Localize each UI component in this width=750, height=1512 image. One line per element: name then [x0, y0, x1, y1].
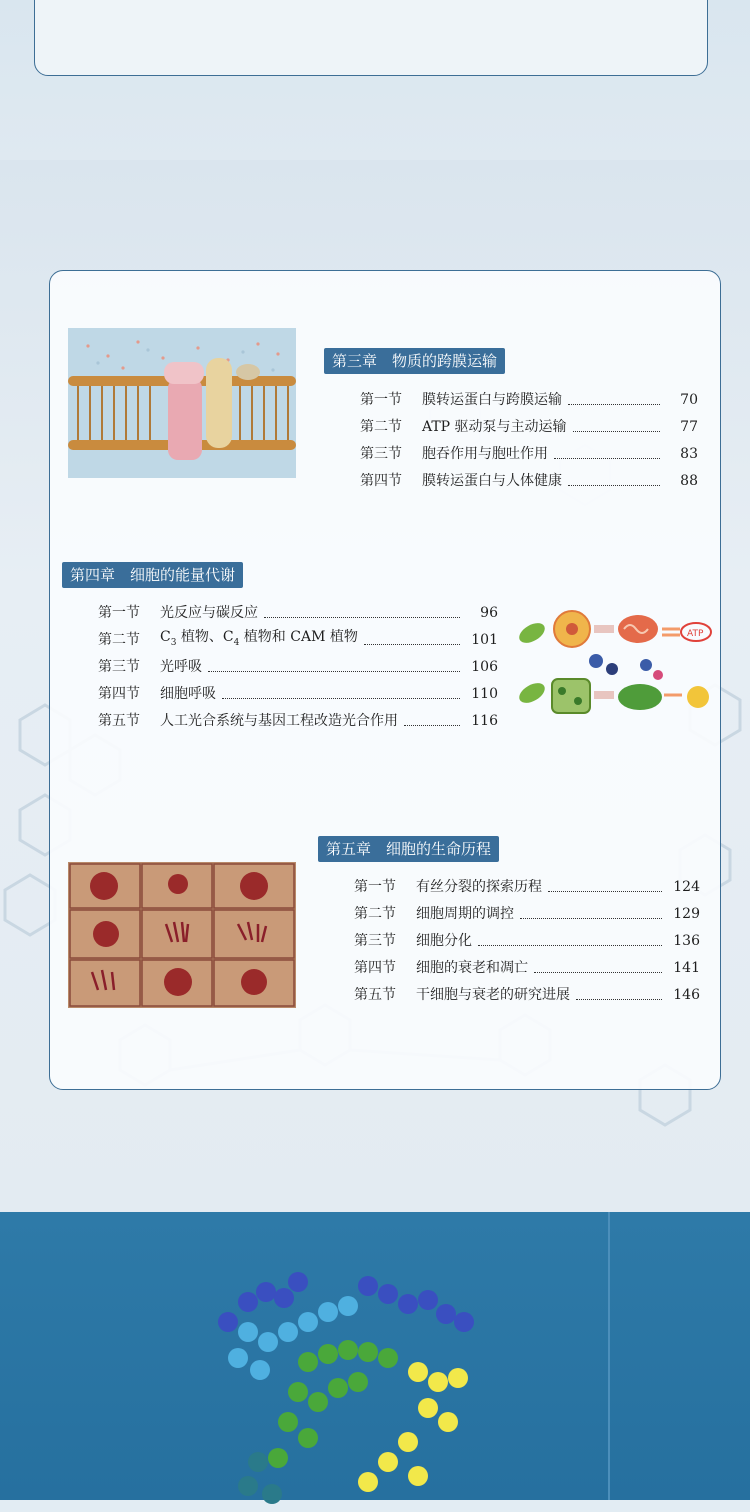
section-number: 第一节 [360, 392, 402, 408]
page-number: 129 [673, 906, 700, 922]
section-title: 细胞的衰老和凋亡 [416, 960, 528, 976]
page-number: 110 [471, 686, 498, 702]
toc-entry-5-3[interactable] [354, 928, 700, 954]
section-title: 光反应与碳反应 [160, 605, 258, 621]
section-title: ATP 驱动泵与主动运输 [422, 419, 567, 435]
leader-dots [520, 918, 662, 919]
section-title: 细胞周期的调控 [416, 906, 514, 922]
section-number: 第二节 [360, 419, 402, 435]
section-number: 第一节 [98, 605, 140, 621]
membrane-transport-illustration [68, 328, 296, 478]
leader-dots [534, 972, 662, 973]
section-number: 第五节 [98, 713, 140, 729]
section-number: 第三节 [98, 659, 140, 675]
mitosis-micrograph [68, 862, 296, 1008]
page-number: 116 [471, 713, 498, 729]
toc-entry-3-2[interactable] [360, 414, 698, 440]
section-number: 第二节 [354, 906, 396, 922]
section-title: 有丝分裂的探索历程 [416, 879, 542, 895]
toc-entry-5-4[interactable] [354, 955, 700, 981]
energy-metabolism-diagram [514, 605, 712, 723]
section-title: 膜转运蛋白与跨膜运输 [422, 392, 562, 408]
toc-entry-4-2[interactable] [98, 627, 498, 653]
section-title: 细胞分化 [416, 933, 472, 949]
toc-entry-4-3[interactable] [98, 654, 498, 680]
page-number: 77 [680, 419, 698, 435]
page-number: 101 [471, 632, 498, 648]
top-frame-box [34, 0, 708, 76]
leader-dots [573, 431, 660, 432]
section-title: 膜转运蛋白与人体健康 [422, 473, 562, 489]
section-title: 干细胞与衰老的研究进展 [416, 987, 570, 1003]
section-number: 第五节 [354, 987, 396, 1003]
toc-entry-3-3[interactable] [360, 441, 698, 467]
bottom-cover-band [0, 1212, 750, 1500]
section-number: 第一节 [354, 879, 396, 895]
page-number: 83 [680, 446, 698, 462]
page-number: 141 [673, 960, 700, 976]
section-number: 第四节 [354, 960, 396, 976]
page-number: 124 [673, 879, 700, 895]
toc-entry-3-1[interactable] [360, 387, 698, 413]
toc-entry-4-5[interactable] [98, 708, 498, 734]
leader-dots [568, 485, 660, 486]
section-number: 第三节 [360, 446, 402, 462]
atp-label: ATP [687, 629, 704, 639]
section-title: 人工光合系统与基因工程改造光合作用 [160, 713, 398, 729]
page-number: 136 [673, 933, 700, 949]
toc-entry-5-5[interactable] [354, 982, 700, 1008]
leader-dots [364, 644, 460, 645]
page-number: 146 [673, 987, 700, 1003]
section-number: 第三节 [354, 933, 396, 949]
leader-dots [568, 404, 660, 405]
toc-entry-4-4[interactable] [98, 681, 498, 707]
toc-entry-5-1[interactable] [354, 874, 700, 900]
leader-dots [264, 617, 460, 618]
toc-entry-3-4[interactable] [360, 468, 698, 494]
page-number: 70 [680, 392, 698, 408]
top-page-band [0, 0, 750, 160]
leader-dots [404, 725, 460, 726]
leader-dots [478, 945, 662, 946]
leader-dots [548, 891, 662, 892]
section-title: 细胞呼吸 [160, 686, 216, 702]
section-title: 光呼吸 [160, 659, 202, 675]
section-number: 第二节 [98, 632, 140, 648]
section-number: 第四节 [98, 686, 140, 702]
chapter-5-heading[interactable]: 第五章 细胞的生命历程 [318, 836, 499, 862]
leader-dots [208, 671, 460, 672]
toc-entry-5-2[interactable] [354, 901, 700, 927]
page-number: 106 [471, 659, 498, 675]
leader-dots [576, 999, 662, 1000]
leader-dots [222, 698, 460, 699]
protein-model-image [188, 1262, 518, 1512]
section-number: 第四节 [360, 473, 402, 489]
toc-entry-4-1[interactable] [98, 600, 498, 626]
chapter-3-heading[interactable]: 第三章 物质的跨膜运输 [324, 348, 505, 374]
page-number: 96 [480, 605, 498, 621]
section-title: 胞吞作用与胞吐作用 [422, 446, 548, 462]
leader-dots [554, 458, 660, 459]
chapter-4-heading[interactable]: 第四章 细胞的能量代谢 [62, 562, 243, 588]
page-divider [608, 1212, 610, 1500]
section-title: $C_3$ 植物、$C_4$ 植物和 CAM 植物 [160, 629, 358, 648]
page-number: 88 [680, 473, 698, 489]
